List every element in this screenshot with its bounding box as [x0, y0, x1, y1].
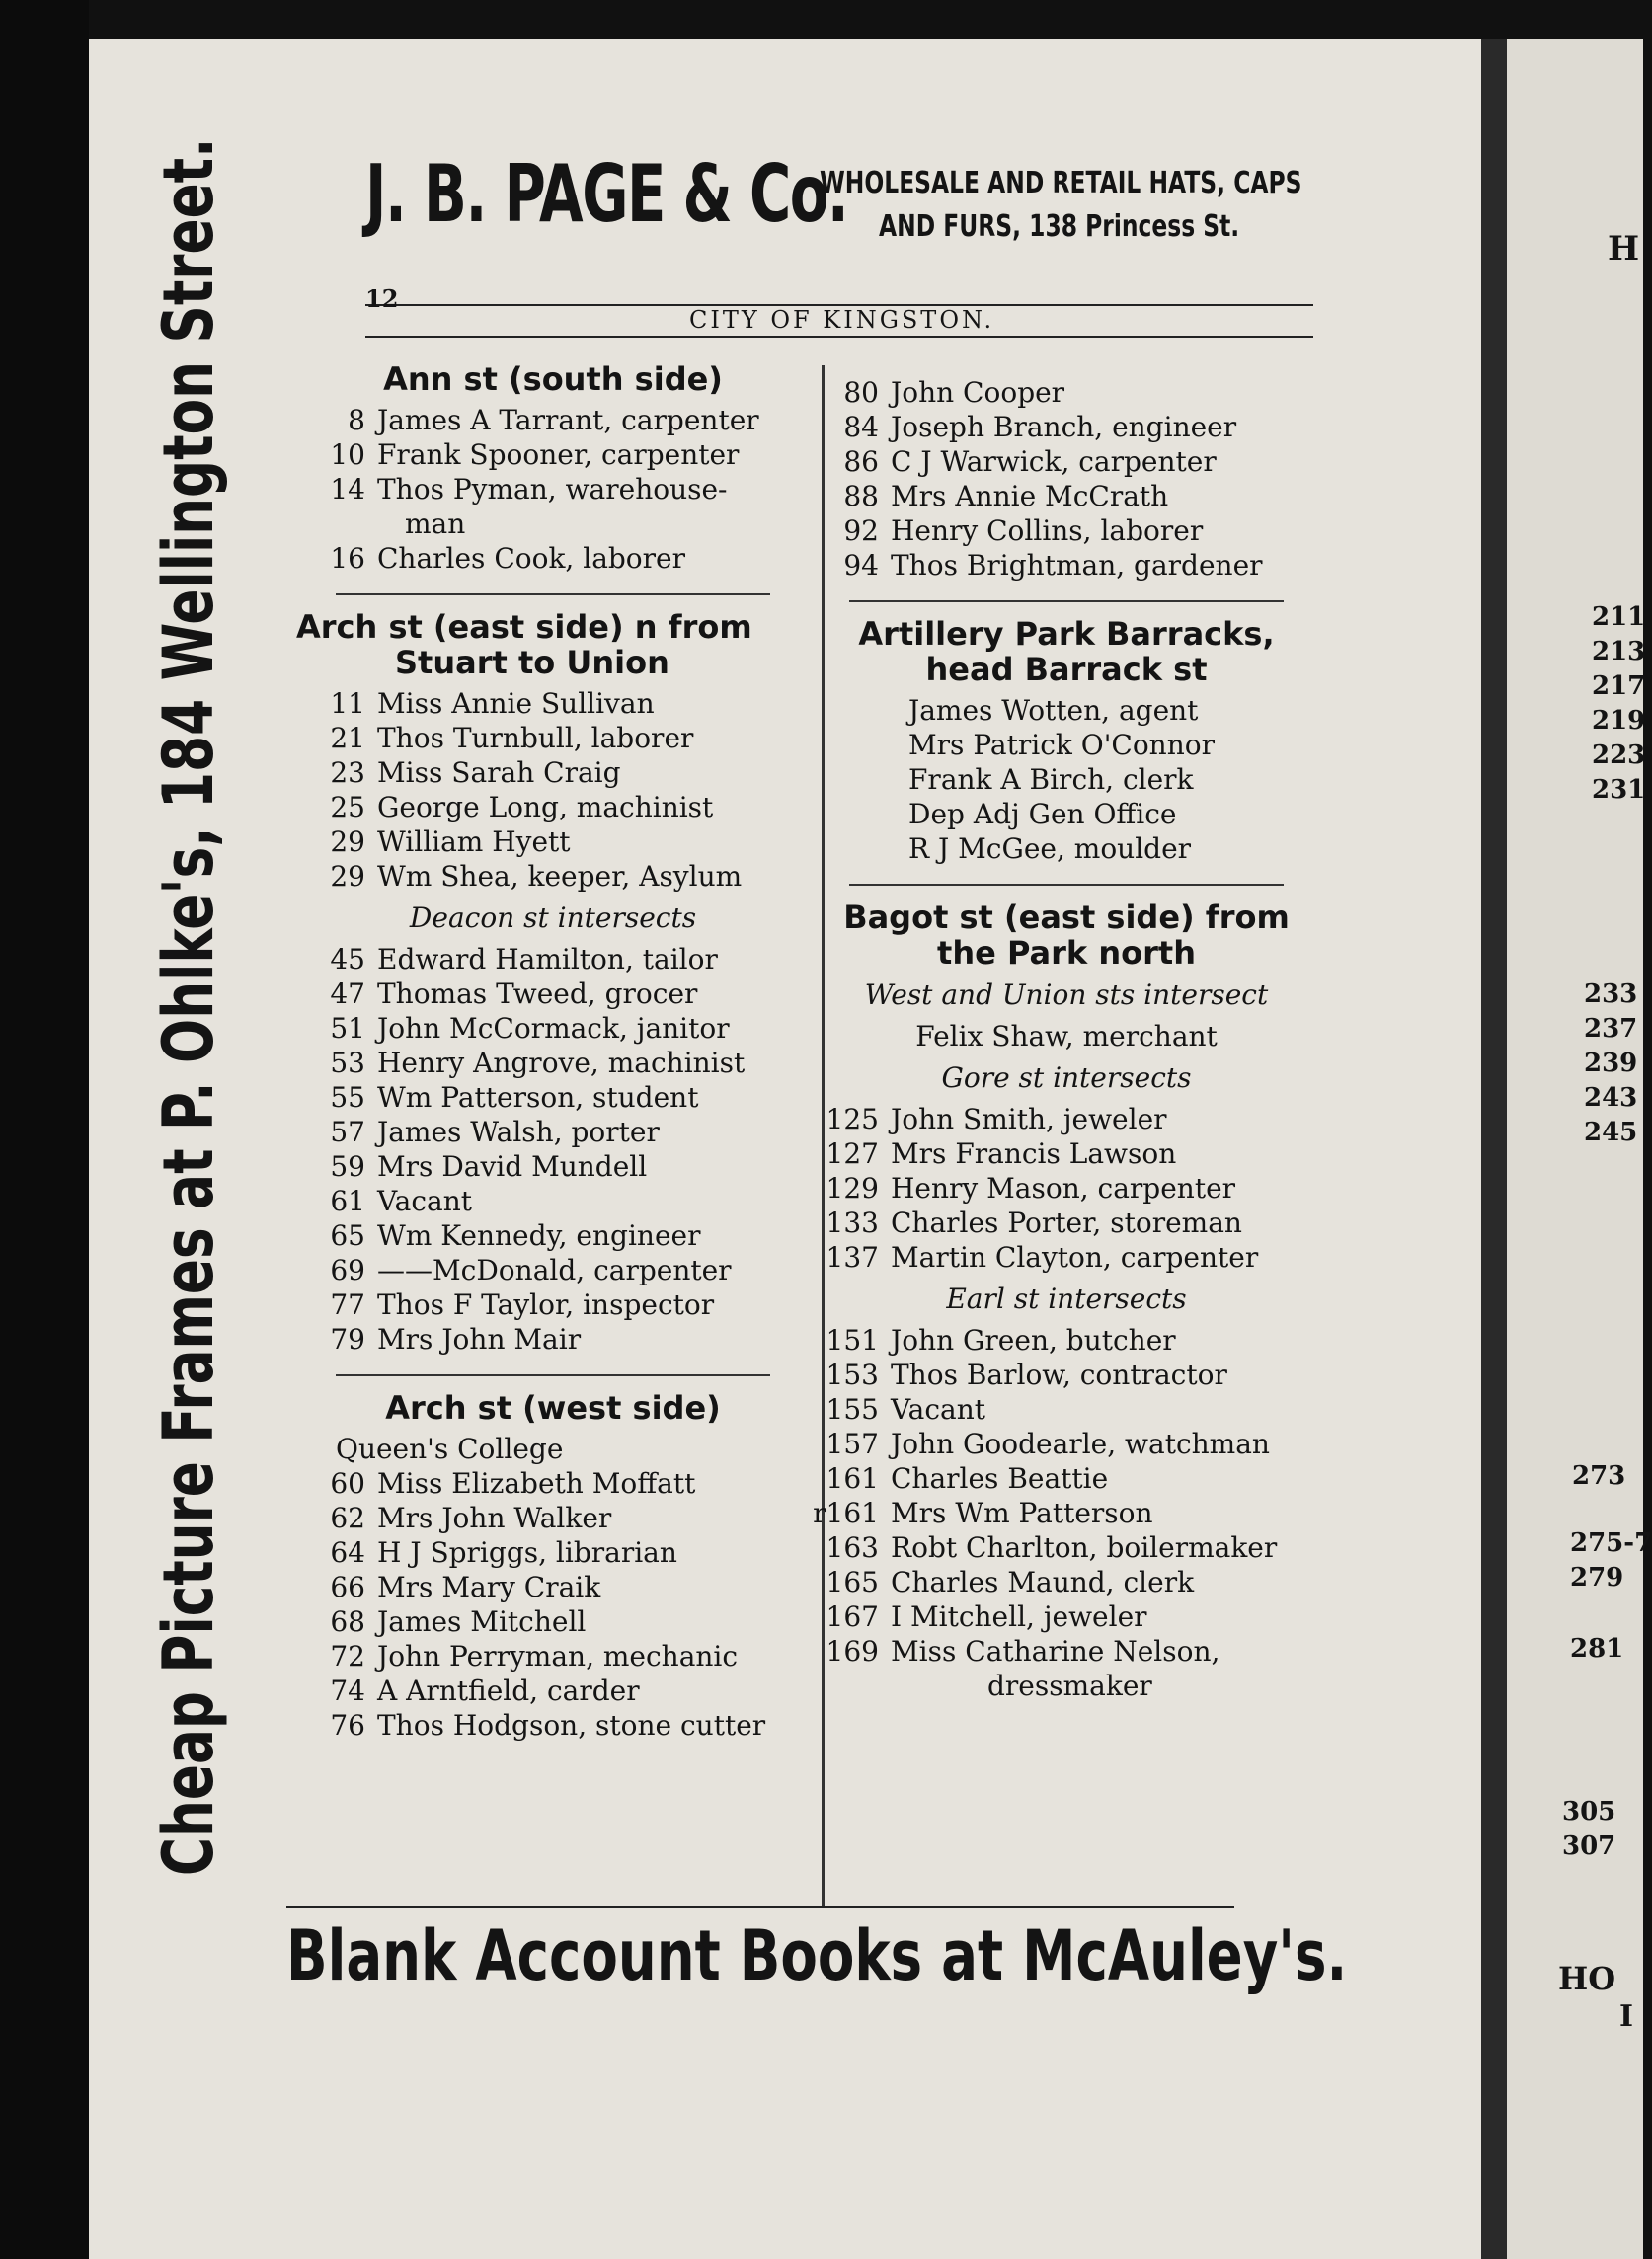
- list-item: 14 Thos Pyman, warehouse-: [330, 473, 728, 506]
- list-item: 88 Mrs Annie McCrath: [843, 480, 1169, 512]
- list-item: 76 Thos Hodgson, stone cutter: [330, 1709, 766, 1742]
- list-item: 29 Wm Shea, keeper, Asylum: [330, 860, 743, 893]
- facing-page-text: 239: [1584, 1049, 1638, 1078]
- list-item: 94 Thos Brightman, gardener: [843, 549, 1263, 582]
- running-head-rule: [365, 336, 1313, 338]
- street-heading: Bagot st (east side) from the Park north: [843, 898, 1290, 972]
- list-item: r161 Mrs Wm Patterson: [813, 1497, 1153, 1529]
- section-divider: [336, 593, 770, 595]
- list-item: 10 Frank Spooner, carpenter: [330, 438, 740, 471]
- list-item: 129 Henry Mason, carpenter: [826, 1172, 1236, 1205]
- list-item: 55 Wm Patterson, student: [330, 1081, 699, 1114]
- advertiser-name: J. B. PAGE & Co.: [365, 148, 848, 240]
- intersection-note: Deacon st intersects: [409, 901, 697, 934]
- list-item: 64 H J Spriggs, librarian: [330, 1536, 677, 1569]
- street-heading: Ann st (south side): [383, 360, 723, 398]
- book-gutter: [1481, 39, 1507, 2259]
- list-item: 8 James A Tarrant, carpenter: [348, 404, 759, 436]
- section-divider: [849, 600, 1284, 602]
- list-item: 29 William Hyett: [330, 825, 571, 858]
- right-column: [810, 375, 1323, 1703]
- institution: Queen's College: [336, 1433, 564, 1465]
- list-item: 80 John Cooper: [843, 376, 1065, 409]
- arch-east-list-2: [296, 942, 810, 1357]
- advertiser-tagline-1: WHOLESALE AND RETAIL HATS, CAPS: [820, 166, 1302, 200]
- facing-page-text: 279: [1570, 1563, 1624, 1593]
- side-advertisement-text: Cheap Picture Frames at P. Ohlke's, 184 Wellington Street.: [148, 137, 229, 1876]
- ann-st-list: [296, 403, 810, 576]
- list-item: 59 Mrs David Mundell: [330, 1150, 648, 1183]
- section-divider: [336, 1374, 770, 1376]
- list-item: 61 Vacant: [330, 1185, 473, 1217]
- facing-page-text: 223: [1592, 740, 1646, 770]
- list-item: 21 Thos Turnbull, laborer: [330, 722, 694, 754]
- facing-page-text: 213: [1592, 637, 1646, 666]
- scan-border: [0, 0, 89, 2259]
- section-divider: [849, 884, 1284, 886]
- list-item: 86 C J Warwick, carpenter: [843, 445, 1217, 478]
- advertiser-tagline-2: AND FURS, 138 Princess St.: [879, 209, 1240, 244]
- list-item: 74 A Arntfield, carder: [330, 1675, 640, 1707]
- list-item: 65 Wm Kennedy, engineer: [330, 1219, 701, 1252]
- list-item: R J McGee, moulder: [908, 832, 1192, 865]
- facing-page-text: 243: [1584, 1083, 1638, 1113]
- intersection-note: Gore st intersects: [941, 1061, 1192, 1094]
- list-item: 169 Miss Catharine Nelson,: [826, 1635, 1220, 1668]
- facing-page-text: 275-7: [1570, 1528, 1652, 1558]
- facing-page-text: 217: [1592, 671, 1646, 701]
- list-item: 47 Thomas Tweed, grocer: [330, 977, 698, 1010]
- list-item: dressmaker: [987, 1670, 1152, 1702]
- list-item: 161 Charles Beattie: [826, 1462, 1109, 1495]
- list-item: 68 James Mitchell: [330, 1605, 587, 1638]
- side-advertisement: [148, 137, 267, 1876]
- list-item: 53 Henry Angrove, machinist: [330, 1047, 746, 1079]
- list-item: 69 ——McDonald, carpenter: [330, 1254, 732, 1286]
- list-item: Mrs Patrick O'Connor: [908, 729, 1215, 761]
- page-number: 12: [365, 284, 399, 313]
- list-item: 157 John Goodearle, watchman: [826, 1428, 1270, 1460]
- bagot-list-2: [810, 1323, 1323, 1703]
- arch-east-list: [296, 686, 810, 894]
- facing-page-text: 233: [1584, 979, 1638, 1009]
- facing-page-text: 307: [1562, 1831, 1616, 1861]
- facing-page-text: 305: [1562, 1797, 1616, 1827]
- street-heading: Arch st (west side): [385, 1389, 721, 1427]
- facing-page: [1507, 39, 1646, 2259]
- running-head: CITY OF KINGSTON.: [689, 306, 995, 334]
- list-item: 45 Edward Hamilton, tailor: [330, 943, 718, 975]
- left-column: [296, 355, 810, 1743]
- list-item: James Wotten, agent: [908, 694, 1199, 727]
- list-item: 163 Robt Charlton, boilermaker: [826, 1531, 1278, 1564]
- list-item: 57 James Walsh, porter: [330, 1116, 660, 1148]
- list-item: 125 John Smith, jeweler: [826, 1103, 1167, 1135]
- facing-page-text: 231: [1592, 775, 1646, 805]
- list-item: 79 Mrs John Mair: [330, 1323, 582, 1356]
- artillery-list: [810, 693, 1323, 866]
- list-item: 167 I Mitchell, jeweler: [826, 1600, 1147, 1633]
- list-item: 72 John Perryman, mechanic: [330, 1640, 739, 1673]
- list-item: 153 Thos Barlow, contractor: [826, 1359, 1227, 1391]
- facing-page-text: 211: [1592, 602, 1646, 632]
- facing-page-text: 219: [1592, 706, 1646, 736]
- facing-page-text: 237: [1584, 1014, 1638, 1044]
- list-item: 127 Mrs Francis Lawson: [826, 1137, 1177, 1170]
- list-item: 155 Vacant: [826, 1393, 986, 1426]
- list-item: 62 Mrs John Walker: [330, 1502, 612, 1534]
- intersection-note: West and Union sts intersect: [864, 978, 1269, 1011]
- arch-west-list: [296, 1466, 810, 1743]
- list-item: 133 Charles Porter, storeman: [826, 1207, 1242, 1239]
- list-item: 165 Charles Maund, clerk: [826, 1566, 1195, 1598]
- intersection-note: Earl st intersects: [946, 1283, 1187, 1315]
- facing-page-text: 281: [1570, 1634, 1624, 1664]
- facing-page-text: H: [1608, 229, 1640, 269]
- list-item: Felix Shaw, merchant: [915, 1020, 1218, 1052]
- footer-advertisement: Blank Account Books at McAuley's.: [286, 1915, 1348, 1996]
- list-item: 84 Joseph Branch, engineer: [843, 411, 1237, 443]
- list-item: Dep Adj Gen Office: [908, 798, 1177, 830]
- list-item: 51 John McCormack, janitor: [330, 1012, 730, 1045]
- list-item: 60 Miss Elizabeth Moffatt: [330, 1467, 696, 1500]
- footer-rule: [286, 1906, 1234, 1908]
- list-item: 16 Charles Cook, laborer: [330, 542, 686, 575]
- bagot-list: [810, 1102, 1323, 1275]
- facing-page-text: I: [1619, 1999, 1634, 2034]
- ann-st-continued-list: [810, 375, 1323, 583]
- header-advertisement: [365, 148, 1313, 276]
- list-item: Frank A Birch, clerk: [908, 763, 1194, 796]
- street-heading: Artillery Park Barracks, head Barrack st: [858, 615, 1275, 688]
- list-item: 92 Henry Collins, laborer: [843, 514, 1204, 547]
- list-item: 23 Miss Sarah Craig: [330, 756, 621, 789]
- list-item: 151 John Green, butcher: [826, 1324, 1176, 1357]
- list-item: 77 Thos F Taylor, inspector: [330, 1288, 715, 1321]
- facing-page-text: 245: [1584, 1118, 1638, 1147]
- list-item: man: [405, 507, 466, 540]
- facing-page-text: HO: [1558, 1960, 1616, 1997]
- list-item: 66 Mrs Mary Craik: [330, 1571, 601, 1603]
- facing-page-text: 273: [1572, 1461, 1626, 1491]
- street-heading: Arch st (east side) n from Stuart to Union: [296, 608, 752, 681]
- list-item: 11 Miss Annie Sullivan: [330, 687, 655, 720]
- list-item: 25 George Long, machinist: [330, 791, 714, 823]
- list-item: 137 Martin Clayton, carpenter: [826, 1241, 1259, 1274]
